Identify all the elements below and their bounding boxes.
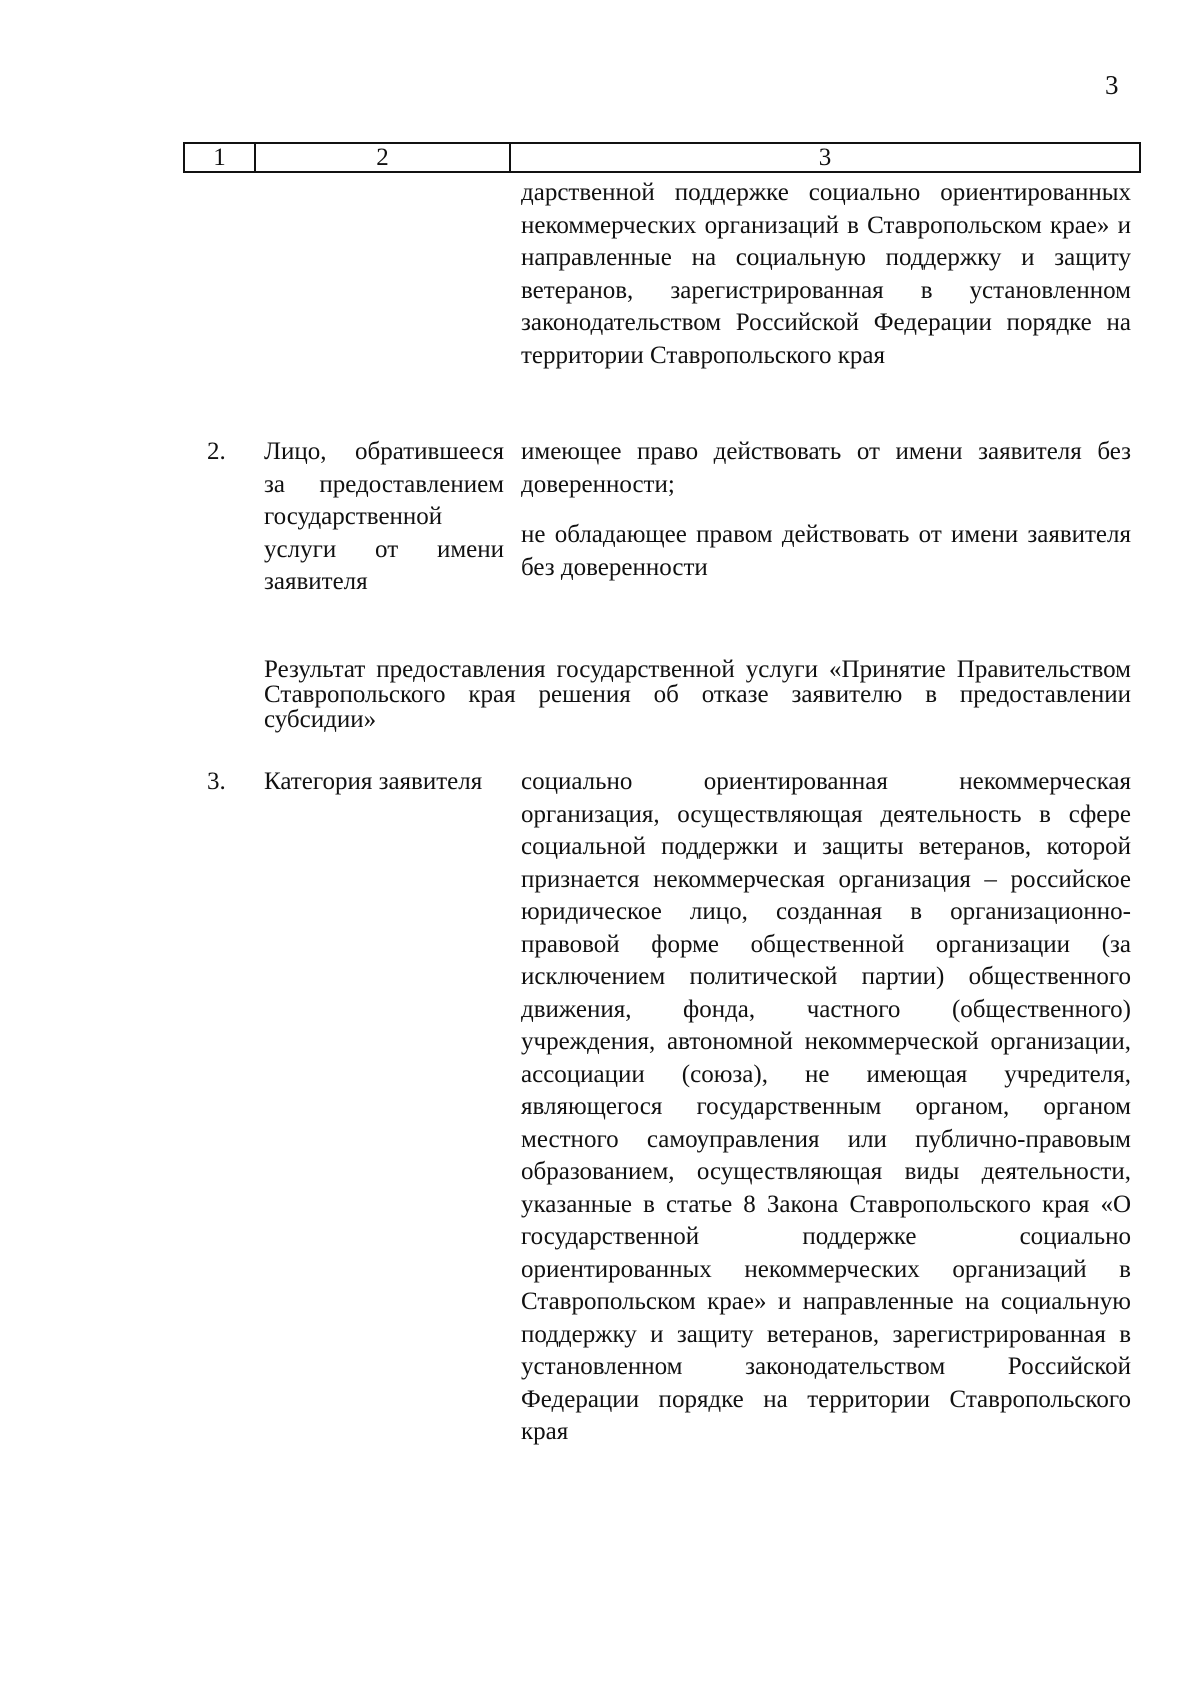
table-header-col-3: 3: [818, 143, 832, 171]
row-2-values: [521, 436, 1131, 584]
row-3-number: 3.: [207, 768, 226, 795]
row-2-value-2: не обладающее правом действовать от имени заявителя без доверенности: [521, 521, 1131, 581]
section-title: Результат предоставления государственной услуги «Принятие Правительством Ставропольского края решения об отказе заявителю в предоставлении субсидии»: [264, 656, 1131, 733]
table-header-col-2: 2: [256, 144, 511, 171]
row-2-value-1: имеющее право действовать от имени заявителя без доверенности;: [521, 438, 1131, 498]
row-2-label: Лицо, обратившееся за предоставлением государственной услуги от имени заявителя: [264, 438, 504, 595]
continued-cell-text: дарственной поддержке социально ориентированных некоммерческих организаций в Ставропольском крае» и направленные на социальную поддержку и защиту ветеранов, зарегистрированная в установленном законодательством Российской Федерации порядке на территории Ставропольского края: [521, 179, 1131, 369]
page-number: 3: [1105, 70, 1119, 100]
row-2-number: 2.: [207, 438, 226, 465]
table-header-row: [183, 142, 1141, 173]
table-header-col-1: 1: [185, 144, 256, 171]
row-3-value: социально ориентированная некоммерческая организация, осуществляющая деятельность в сфере социальной поддержки и защиты ветеранов, которой признается некоммерческая организация – российское юридическое лицо, созданная в организационно-правовой форме общественной организации (за исключением политической партии) общественного движения, фонда, частного (общественного) учреждения, автономной некоммерческой организации, ассоциации (союза), не имеющая учредителя, являющегося государственным органом, органом местного самоуправления или публично-правовым образованием, осуществляющая виды деятельности, указанные в статье 8 Закона Ставропольского края «О государственной поддержке социально ориентированных некоммерческих организаций в Ставропольском крае» и направленные на социальную поддержку и защиту ветеранов, зарегистрированная в установленном законодательством Российской Федерации порядке на территории Ставропольского края: [521, 768, 1131, 1445]
row-3-label: Категория заявителя: [264, 768, 483, 795]
